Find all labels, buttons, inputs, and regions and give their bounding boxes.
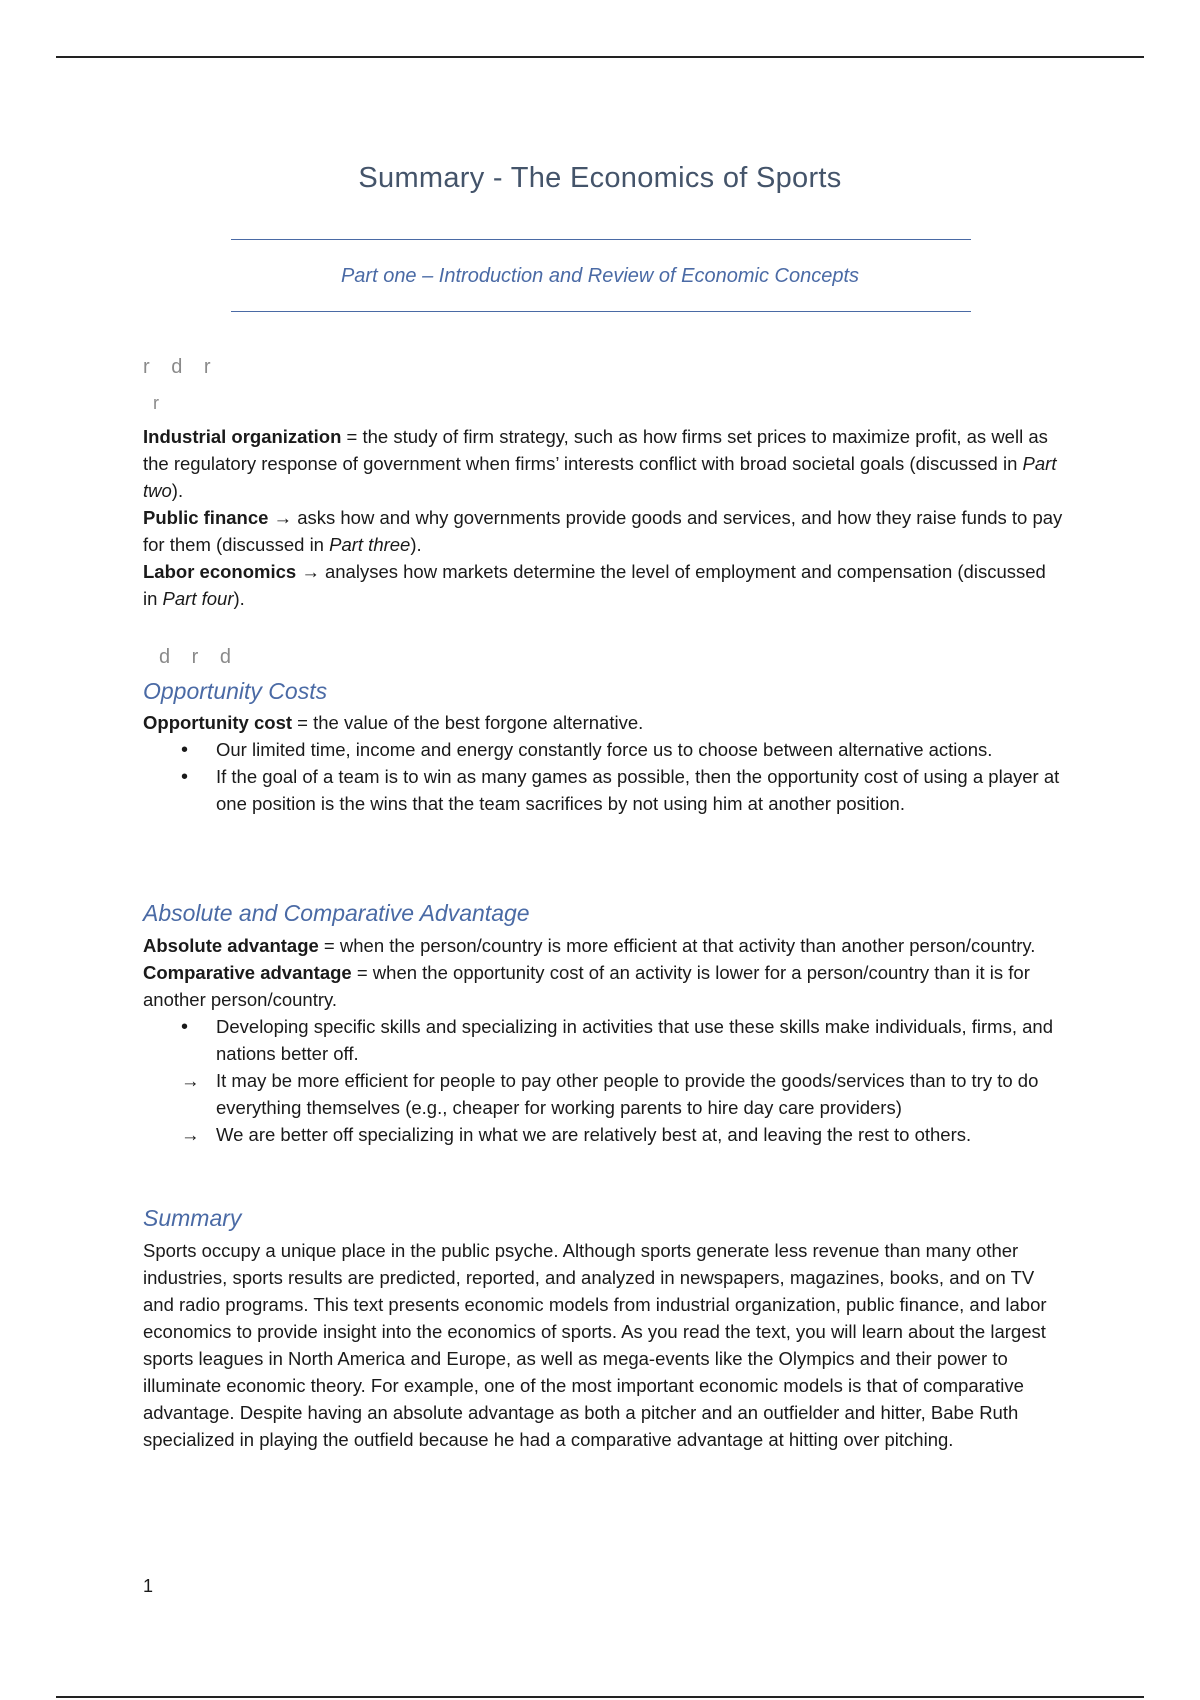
opportunity-section <box>143 709 1063 817</box>
summary-section <box>143 1237 1063 1453</box>
subtitle-bottom-rule <box>231 311 971 312</box>
page-number: 1 <box>143 1576 154 1596</box>
intro-section <box>143 423 1063 612</box>
summary-paragraph: Sports occupy a unique place in the public psyche. Although sports generate less revenue than many other industries, sports results are predicted, reported, and analyzed in newspapers, magazines, books, and on TV and radio programs. This text presents economic models from industrial organization, public finance, and labor economics to provide insight into the economics of sports. As you read the text, you will learn about the largest sports leagues in North America and Europe, as well as mega-events like the Olympics and their power to illuminate economic theory. For example, one of the most important economic models is that of comparative advantage. Despite having an absolute advantage as both a pitcher and an outfielder and hitter, Babe Ruth specialized in playing the outfield because he had a comparative advantage at hitting over pitching. <box>143 1240 1047 1450</box>
bullet-item: • If the goal of a team is to win as many games as possible, then the opportunity cost of using a player at one position is the wins that the team sacrifices by not using him at another position. <box>143 763 1063 817</box>
arrow-item: → It may be more efficient for people to pay other people to provide the goods/services than to try to do everything themselves (e.g., cheaper for working parents to hire day care providers) <box>143 1067 1063 1121</box>
heading-opportunity-costs: Opportunity Costs <box>143 678 328 704</box>
page-top-rule <box>56 56 1144 58</box>
definition-labor-economics: Labor economics → analyses how markets determine the level of employment and compensation (discussed in Part four). <box>143 561 1046 609</box>
bullet-marker <box>181 736 188 764</box>
heading-summary: Summary <box>143 1205 242 1231</box>
page-bottom-rule <box>56 1696 1144 1698</box>
subtitle-top-rule <box>231 239 971 240</box>
definition-opportunity-cost: Opportunity cost = the value of the best forgone alternative. <box>143 712 644 733</box>
arrow-item: → We are better off specializing in what we are relatively best at, and leaving the rest to others. <box>143 1121 1063 1148</box>
advantage-bullets <box>143 1013 1063 1148</box>
bullet-marker <box>181 1013 188 1041</box>
heading-fragment: r <box>153 393 167 413</box>
document-title: Summary - The Economics of Sports <box>358 162 842 194</box>
bullet-marker <box>181 763 188 791</box>
opportunity-bullets <box>143 736 1063 817</box>
heading-fragment: d r d <box>159 646 240 668</box>
bullet-item: • Developing specific skills and specializing in activities that use these skills make individuals, firms, and nations better off. <box>143 1013 1063 1067</box>
heading-fragment: r d r <box>143 356 219 378</box>
arrow-right-icon: → <box>181 1124 200 1145</box>
advantage-section <box>143 932 1063 1148</box>
arrow-right-icon: → <box>181 1070 200 1091</box>
definition-comparative-advantage: Comparative advantage = when the opportunity cost of an activity is lower for a person/country than it is for another person/country. <box>143 962 1030 1010</box>
heading-absolute-comparative-advantage: Absolute and Comparative Advantage <box>143 900 530 926</box>
definition-public-finance: Public finance → asks how and why governments provide goods and services, and how they raise funds to pay for them (discussed in Part three). <box>143 507 1063 555</box>
definition-absolute-advantage: Absolute advantage = when the person/country is more efficient at that activity than another person/country. <box>143 935 1036 956</box>
document-subtitle: Part one – Introduction and Review of Economic Concepts <box>340 265 860 287</box>
definition-industrial-organization: Industrial organization = the study of firm strategy, such as how firms set prices to maximize profit, as well as the regulatory response of government when firms’ interests conflict with broad societal goals (discussed in Part two). <box>143 426 1057 501</box>
bullet-item: • Our limited time, income and energy constantly force us to choose between alternative actions. <box>143 736 1063 763</box>
